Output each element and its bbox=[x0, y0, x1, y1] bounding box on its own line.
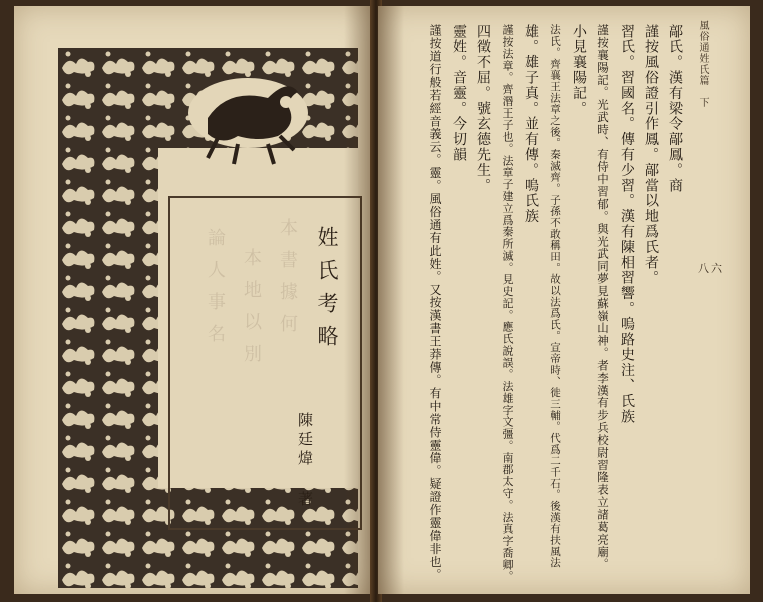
text-column: 靈姓。音靈。今切韻 bbox=[451, 24, 467, 163]
book-author: 陳廷煒 著 bbox=[296, 412, 314, 510]
book-title: 姓氏考略 bbox=[315, 226, 339, 358]
ghost-text-3: 論人事名 bbox=[205, 228, 226, 356]
right-page bbox=[378, 6, 750, 594]
page-number: 八六 bbox=[698, 262, 724, 275]
text-column: 習氏。習國名。傳有少習。漢有陳相習響。嗚路史注、氏族 bbox=[619, 24, 635, 425]
text-column: 謹按風俗證引作鳳。鄗當以地爲氏者。 bbox=[643, 24, 659, 286]
text-column: 雄。雄子真。並有傳。嗚氏族 bbox=[523, 24, 539, 225]
ornamental-frame bbox=[58, 48, 358, 588]
text-column: 謹按道行般若經音義云。靈。風俗通有此姓。又按漢書王莽傳。有中常侍靈偉。疑證作靈偉非也。 bbox=[428, 24, 442, 582]
ghost-text-2: 本地以別 bbox=[241, 248, 262, 376]
text-column: 小見襄陽記。 bbox=[571, 24, 587, 117]
text-column: 法氏。齊襄王法章之後。秦滅齊。子孫不敢稱田。故以法爲氏。宣帝時、徙三輔。代爲二千石。後漢有扶風法 bbox=[549, 24, 561, 569]
text-column: 謹按法章。齊湣王子也。法章子建立爲秦所滅。見史記。應氏說誤。法雄字文彊。南郡太守。法真字喬卿。 bbox=[501, 24, 514, 583]
left-page bbox=[14, 6, 374, 594]
running-header: 風俗通姓氏篇 下 bbox=[697, 20, 708, 108]
text-column: 謹按襄陽記。光武時、有侍中習郁。與光武同夢見蘇嶺山神。者李漢有步兵校尉習隆表立諸葛亮廟。 bbox=[596, 24, 610, 571]
text-column: 四徵不屈。號玄德先生。 bbox=[475, 24, 491, 194]
ghost-text-1: 本書據何 bbox=[277, 218, 298, 346]
title-panel bbox=[168, 196, 362, 530]
text-column: 鄗氏。漢有梁令鄗鳳。商 bbox=[667, 24, 683, 194]
